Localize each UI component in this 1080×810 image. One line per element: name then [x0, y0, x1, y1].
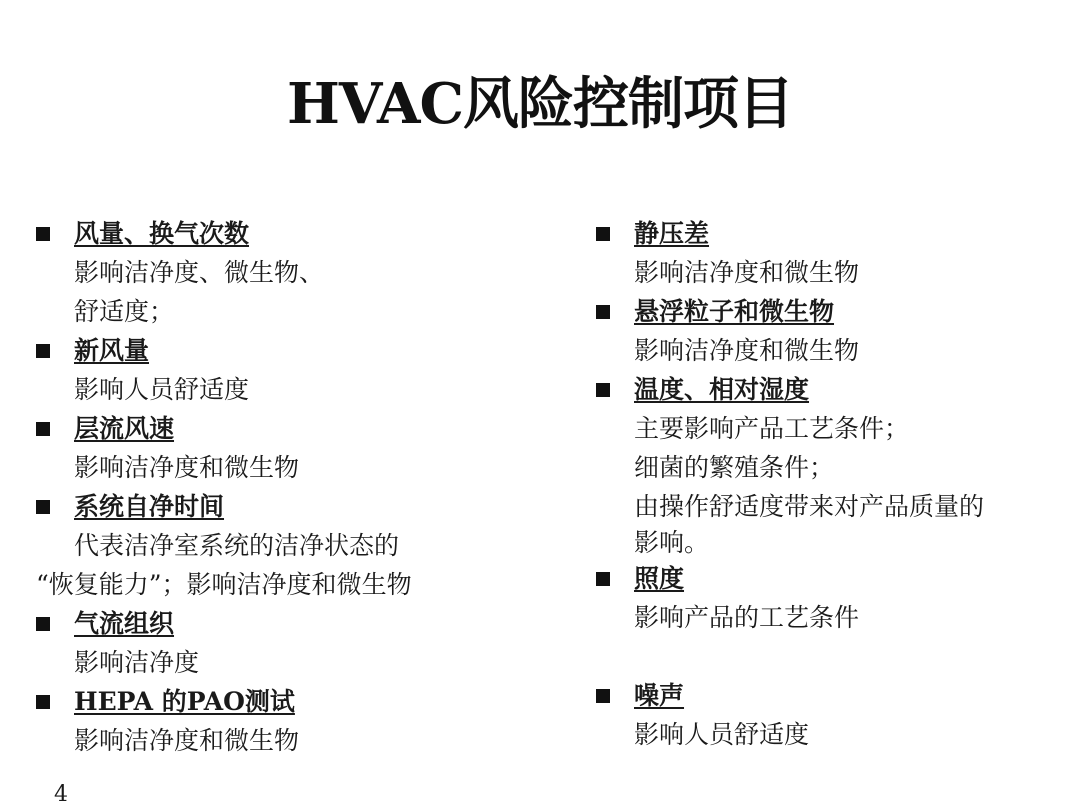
square-bullet-icon: [596, 227, 610, 241]
item-heading: 系统自净时间: [74, 492, 225, 521]
square-bullet-icon: [596, 383, 610, 397]
list-item-illuminance: [596, 559, 1066, 637]
item-description: 代表洁净室系统的洁净状态的: [74, 531, 400, 560]
list-item-air-volume: [36, 214, 556, 331]
item-heading: 噪声: [634, 681, 685, 710]
item-description: 影响洁净度和微生物: [74, 726, 300, 755]
item-description: 影响洁净度和微生物: [634, 336, 860, 365]
right-column: [596, 214, 1066, 754]
item-description: 影响洁净度: [74, 648, 200, 677]
list-item-airflow-pattern: [36, 604, 556, 682]
list-item-self-cleaning: [36, 487, 556, 604]
item-description: “恢复能力”；影响洁净度和微生物: [36, 570, 412, 599]
item-heading: 层流风速: [74, 414, 175, 443]
item-heading: 温度、相对湿度: [634, 375, 810, 404]
item-description: 舒适度；: [74, 297, 175, 326]
item-heading: 静压差: [634, 219, 710, 248]
item-description: 影响。: [634, 528, 710, 557]
list-item-temp-humidity: [596, 370, 1066, 559]
square-bullet-icon: [36, 500, 50, 514]
square-bullet-icon: [36, 227, 50, 241]
square-bullet-icon: [36, 422, 50, 436]
item-heading: 风量、换气次数: [74, 219, 250, 248]
list-item-laminar-speed: [36, 409, 556, 487]
square-bullet-icon: [36, 695, 50, 709]
square-bullet-icon: [596, 572, 610, 586]
item-description: 由操作舒适度带来对产品质量的: [634, 492, 985, 521]
square-bullet-icon: [596, 689, 610, 703]
item-description: 影响洁净度和微生物: [74, 453, 300, 482]
item-description: 影响人员舒适度: [74, 375, 250, 404]
page-number: 4: [54, 782, 68, 807]
list-item-fresh-air: [36, 331, 556, 409]
item-description: 影响产品的工艺条件: [634, 603, 860, 632]
spacer: [596, 637, 1066, 676]
slide-title: HVAC风险控制项目: [286, 71, 794, 137]
list-item-pressure-diff: [596, 214, 1066, 292]
list-item-noise: [596, 676, 1066, 754]
item-heading: 照度: [634, 564, 685, 593]
square-bullet-icon: [596, 305, 610, 319]
item-heading: HEPA 的PAO测试: [74, 687, 295, 716]
list-item-particles-microbes: [596, 292, 1066, 370]
item-description: 影响洁净度、微生物、: [74, 258, 325, 287]
item-description: 影响人员舒适度: [634, 720, 810, 749]
left-column: [36, 214, 556, 760]
square-bullet-icon: [36, 617, 50, 631]
item-heading: 新风量: [74, 336, 150, 365]
item-heading: 气流组织: [74, 609, 175, 638]
item-heading: 悬浮粒子和微生物: [634, 297, 835, 326]
square-bullet-icon: [36, 344, 50, 358]
list-item-hepa-pao: [36, 682, 556, 760]
item-description: 主要影响产品工艺条件；: [634, 414, 910, 443]
item-description: 影响洁净度和微生物: [634, 258, 860, 287]
item-description: 细菌的繁殖条件；: [634, 453, 835, 482]
